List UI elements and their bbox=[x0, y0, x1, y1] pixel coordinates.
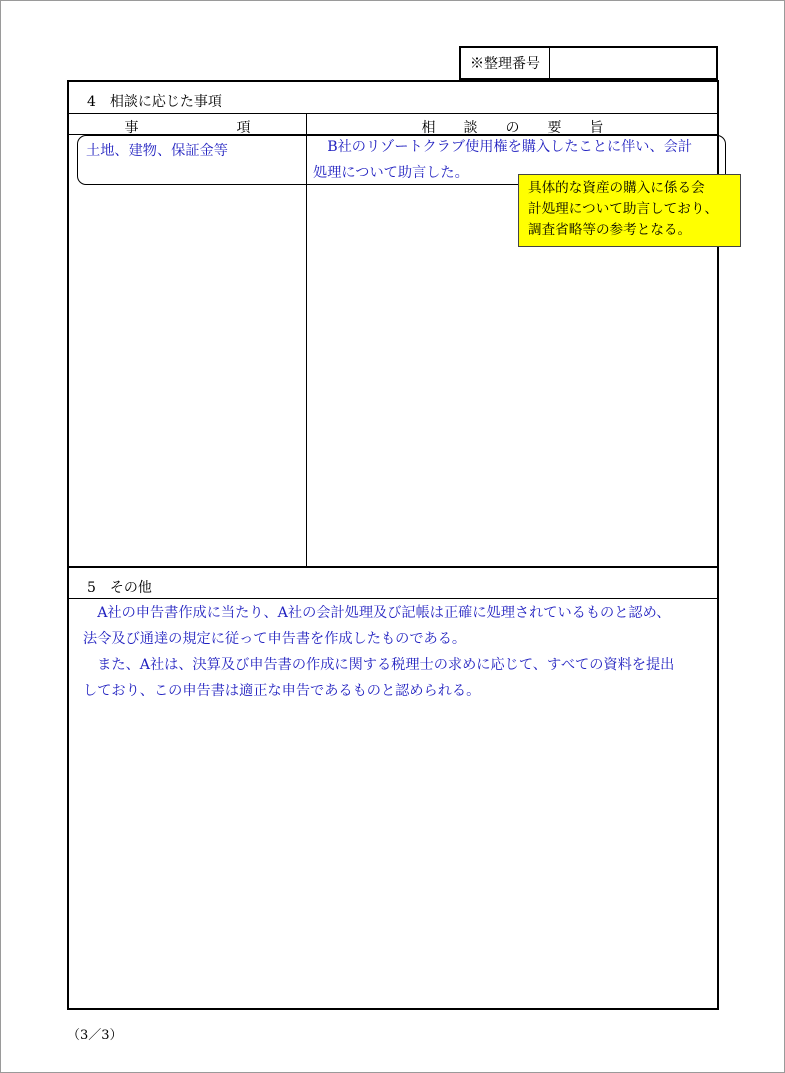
section4-title: 4 相談に応じた事項 bbox=[87, 94, 222, 110]
summary-line-1: B社のリゾートクラブ使用権を購入したことに伴い、会計 bbox=[313, 139, 693, 155]
reference-number-field[interactable] bbox=[550, 48, 716, 78]
note-line-3: 調査省略等の参考となる。 bbox=[528, 222, 692, 238]
summary-line-2: 処理について助言した。 bbox=[313, 165, 469, 181]
annotation-note bbox=[518, 174, 741, 247]
column-header-matter: 事 項 bbox=[124, 120, 251, 136]
column-header-summary: 相 談 の 要 旨 bbox=[421, 120, 604, 136]
section5-title: 5 その他 bbox=[87, 580, 152, 596]
matter-entry: 土地、建物、保証金等 bbox=[86, 143, 228, 159]
reference-number-box bbox=[459, 46, 718, 80]
divider bbox=[69, 598, 717, 599]
other-line-1: A社の申告書作成に当たり、A社の会計処理及び記帳は正確に処理されているものと認め、 bbox=[83, 605, 671, 621]
note-line-2: 計処理について助言しており、 bbox=[528, 201, 719, 217]
section-divider bbox=[69, 566, 717, 568]
note-line-1: 具体的な資産の購入に係る会 bbox=[528, 180, 705, 196]
other-line-4: しており、この申告書は適正な申告であるものと認められる。 bbox=[83, 683, 481, 699]
reference-number-label: ※整理番号 bbox=[461, 48, 550, 78]
page-number: （3／3） bbox=[67, 1028, 123, 1043]
other-line-3: また、A社は、決算及び申告書の作成に関する税理士の求めに応じて、すべての資料を提出 bbox=[83, 657, 675, 673]
divider bbox=[69, 113, 717, 114]
other-line-2: 法令及び通達の規定に従って申告書を作成したものである。 bbox=[83, 631, 467, 647]
